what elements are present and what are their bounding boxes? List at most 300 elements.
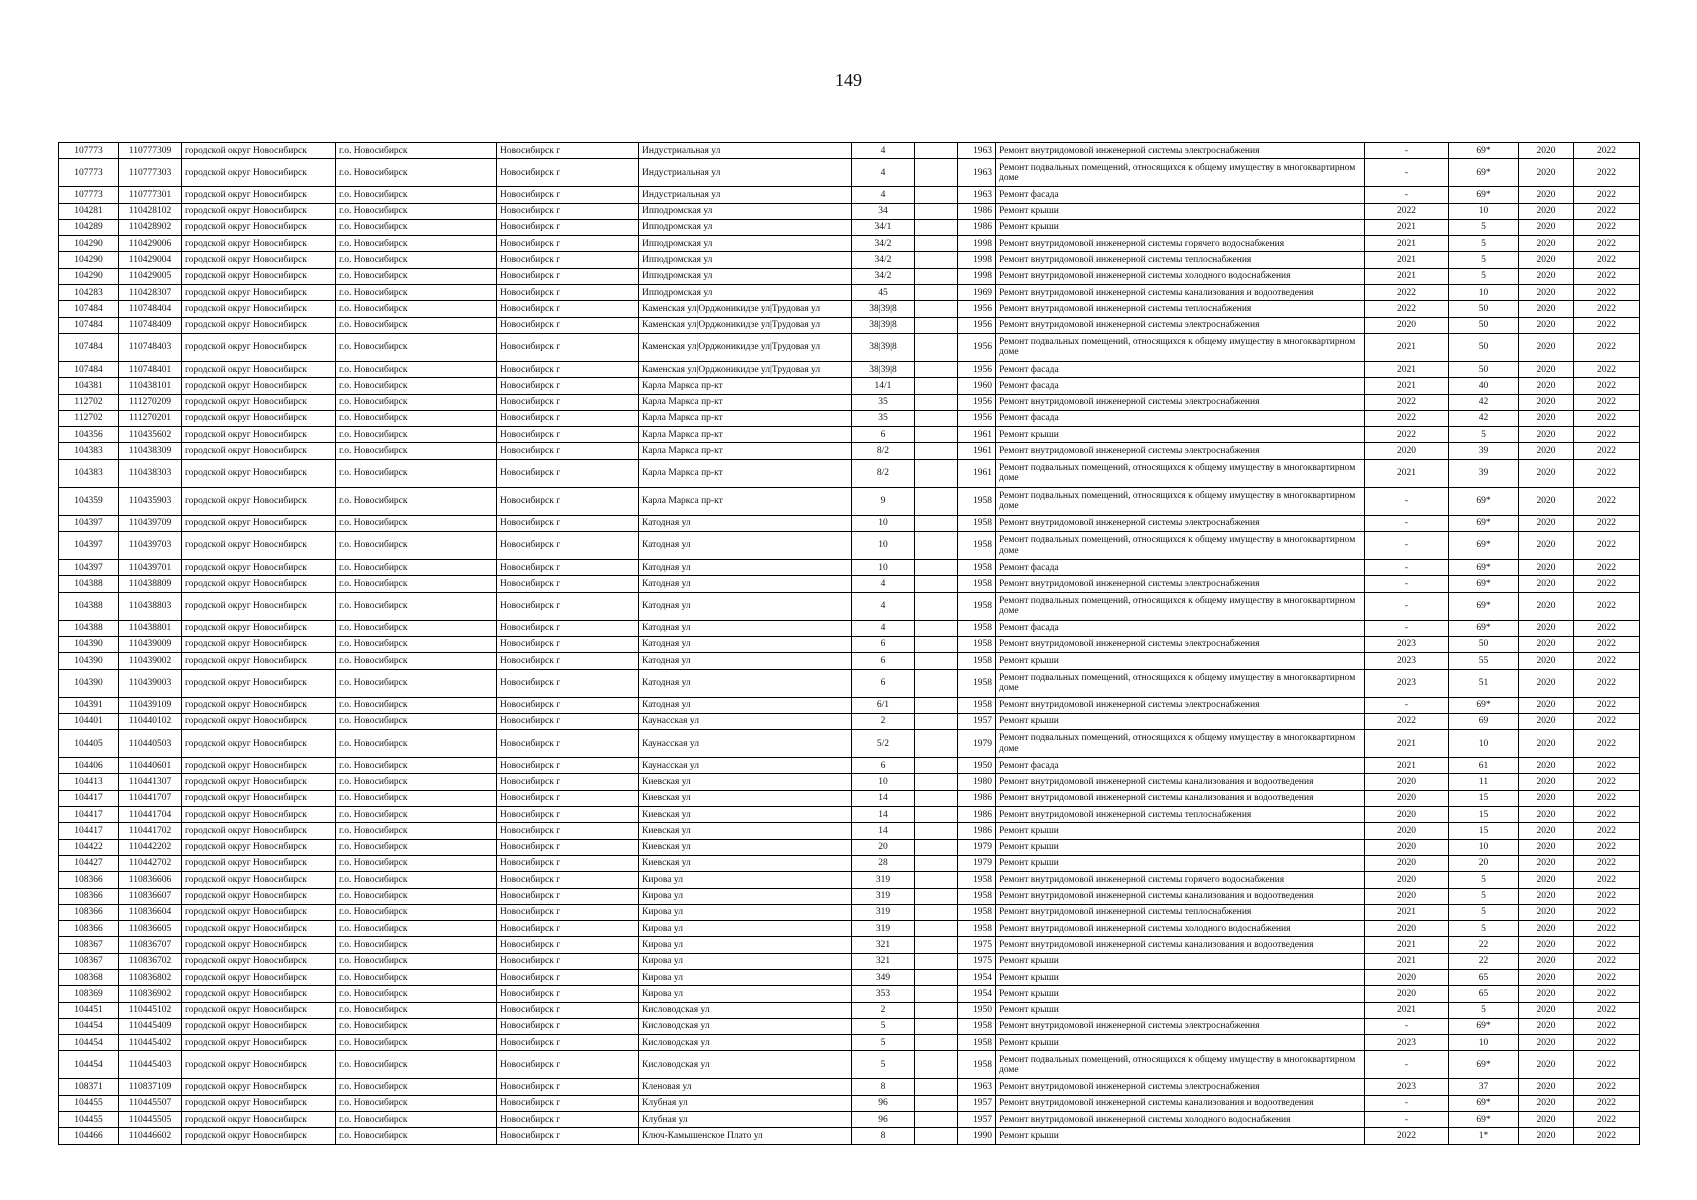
cell-work-type: Ремонт подвальных помещений, относящихся к общему имуществу в многоквартирном доме — [996, 159, 1365, 187]
cell-wear-percent: 37 — [1449, 1079, 1519, 1095]
cell-period-start: 2020 — [1519, 1002, 1574, 1018]
cell-period-start: 2020 — [1519, 301, 1574, 317]
table-row — [59, 203, 1640, 219]
cell-municipal-district: городской округ Новосибирск — [182, 333, 336, 361]
cell-build-year: 1980 — [958, 774, 996, 790]
cell-planned-year: 2021 — [1365, 268, 1449, 284]
cell-wear-percent: 15 — [1449, 807, 1519, 823]
cell-locality: Новосибирск г — [497, 774, 639, 790]
cell-house-number: 6 — [852, 669, 915, 697]
cell-building — [915, 620, 958, 636]
cell-locality: Новосибирск г — [497, 839, 639, 855]
cell-element-id: 110428902 — [119, 219, 182, 235]
cell-planned-year: 2020 — [1365, 888, 1449, 904]
cell-build-year: 1975 — [958, 953, 996, 969]
cell-house-id: 104405 — [59, 730, 119, 758]
cell-street: Катодная ул — [639, 532, 852, 560]
cell-house-number: 319 — [852, 904, 915, 920]
cell-work-type: Ремонт крыши — [996, 713, 1365, 729]
cell-period-end: 2022 — [1574, 969, 1640, 985]
cell-municipal-formation: г.о. Новосибирск — [336, 268, 497, 284]
cell-municipal-district: городской округ Новосибирск — [182, 921, 336, 937]
cell-element-id: 110439109 — [119, 697, 182, 713]
cell-work-type: Ремонт фасада — [996, 378, 1365, 394]
cell-build-year: 1986 — [958, 203, 996, 219]
cell-wear-percent: 10 — [1449, 285, 1519, 301]
cell-period-end: 2022 — [1574, 560, 1640, 576]
cell-municipal-district: городской округ Новосибирск — [182, 839, 336, 855]
cell-municipal-formation: г.о. Новосибирск — [336, 1051, 497, 1079]
cell-wear-percent: 69* — [1449, 620, 1519, 636]
cell-house-number: 96 — [852, 1095, 915, 1111]
cell-work-type: Ремонт внутридомовой инженерной системы электроснабжения — [996, 1018, 1365, 1034]
cell-municipal-district: городской округ Новосибирск — [182, 219, 336, 235]
cell-planned-year: 2021 — [1365, 378, 1449, 394]
cell-element-id: 110439003 — [119, 669, 182, 697]
cell-build-year: 1950 — [958, 1002, 996, 1018]
cell-period-start: 2020 — [1519, 515, 1574, 531]
cell-period-end: 2022 — [1574, 333, 1640, 361]
cell-period-end: 2022 — [1574, 459, 1640, 487]
cell-work-type: Ремонт крыши — [996, 855, 1365, 871]
cell-element-id: 110445402 — [119, 1035, 182, 1051]
cell-build-year: 1958 — [958, 1051, 996, 1079]
cell-municipal-formation: г.о. Новосибирск — [336, 921, 497, 937]
cell-house-number: 8/2 — [852, 459, 915, 487]
cell-municipal-district: городской округ Новосибирск — [182, 888, 336, 904]
cell-period-end: 2022 — [1574, 203, 1640, 219]
cell-municipal-formation: г.о. Новосибирск — [336, 653, 497, 669]
cell-locality: Новосибирск г — [497, 888, 639, 904]
cell-municipal-formation: г.о. Новосибирск — [336, 560, 497, 576]
cell-build-year: 1958 — [958, 904, 996, 920]
cell-house-number: 38|39|8 — [852, 301, 915, 317]
cell-municipal-formation: г.о. Новосибирск — [336, 986, 497, 1002]
cell-element-id: 110438809 — [119, 576, 182, 592]
cell-period-end: 2022 — [1574, 713, 1640, 729]
cell-wear-percent: 69* — [1449, 560, 1519, 576]
cell-house-number: 321 — [852, 937, 915, 953]
cell-building — [915, 187, 958, 203]
cell-work-type: Ремонт внутридомовой инженерной системы холодного водоснабжения — [996, 1112, 1365, 1128]
table-row — [59, 872, 1640, 888]
cell-build-year: 1960 — [958, 378, 996, 394]
cell-locality: Новосибирск г — [497, 394, 639, 410]
table-row — [59, 1095, 1640, 1111]
cell-period-end: 2022 — [1574, 143, 1640, 159]
cell-period-start: 2020 — [1519, 669, 1574, 697]
cell-house-id: 108367 — [59, 953, 119, 969]
cell-wear-percent: 61 — [1449, 758, 1519, 774]
cell-house-number: 14 — [852, 823, 915, 839]
cell-element-id: 110438309 — [119, 443, 182, 459]
cell-street: Кирова ул — [639, 872, 852, 888]
cell-element-id: 110440102 — [119, 713, 182, 729]
cell-municipal-district: городской округ Новосибирск — [182, 872, 336, 888]
cell-period-start: 2020 — [1519, 532, 1574, 560]
cell-house-id: 104406 — [59, 758, 119, 774]
cell-build-year: 1958 — [958, 515, 996, 531]
cell-street: Кисловодская ул — [639, 1002, 852, 1018]
cell-building — [915, 697, 958, 713]
cell-planned-year: 2022 — [1365, 203, 1449, 219]
cell-street: Киевская ул — [639, 855, 852, 871]
cell-municipal-district: городской округ Новосибирск — [182, 592, 336, 620]
cell-period-end: 2022 — [1574, 669, 1640, 697]
cell-street: Кирова ул — [639, 937, 852, 953]
cell-street: Катодная ул — [639, 515, 852, 531]
cell-period-end: 2022 — [1574, 1051, 1640, 1079]
cell-building — [915, 378, 958, 394]
cell-building — [915, 636, 958, 652]
table-row — [59, 333, 1640, 361]
cell-house-number: 8/2 — [852, 443, 915, 459]
cell-period-start: 2020 — [1519, 969, 1574, 985]
cell-period-end: 2022 — [1574, 592, 1640, 620]
cell-work-type: Ремонт крыши — [996, 953, 1365, 969]
cell-work-type: Ремонт внутридомовой инженерной системы канализования и водоотведения — [996, 285, 1365, 301]
cell-building — [915, 560, 958, 576]
cell-work-type: Ремонт крыши — [996, 219, 1365, 235]
cell-work-type: Ремонт внутридомовой инженерной системы теплоснабжения — [996, 904, 1365, 920]
cell-period-end: 2022 — [1574, 888, 1640, 904]
cell-build-year: 1986 — [958, 790, 996, 806]
cell-locality: Новосибирск г — [497, 252, 639, 268]
cell-municipal-formation: г.о. Новосибирск — [336, 1095, 497, 1111]
cell-building — [915, 268, 958, 284]
cell-street: Каунасская ул — [639, 730, 852, 758]
cell-municipal-district: городской округ Новосибирск — [182, 653, 336, 669]
cell-house-id: 104397 — [59, 560, 119, 576]
cell-locality: Новосибирск г — [497, 1018, 639, 1034]
cell-building — [915, 576, 958, 592]
cell-municipal-district: городской округ Новосибирск — [182, 713, 336, 729]
cell-period-start: 2020 — [1519, 219, 1574, 235]
cell-element-id: 110441707 — [119, 790, 182, 806]
cell-street: Ипподромская ул — [639, 203, 852, 219]
cell-period-end: 2022 — [1574, 1002, 1640, 1018]
cell-planned-year: 2020 — [1365, 317, 1449, 333]
cell-building — [915, 427, 958, 443]
cell-municipal-district: городской округ Новосибирск — [182, 1051, 336, 1079]
cell-element-id: 110445403 — [119, 1051, 182, 1079]
cell-element-id: 110445507 — [119, 1095, 182, 1111]
cell-period-end: 2022 — [1574, 653, 1640, 669]
cell-locality: Новосибирск г — [497, 592, 639, 620]
table-row — [59, 807, 1640, 823]
cell-house-id: 104390 — [59, 669, 119, 697]
cell-period-end: 2022 — [1574, 1079, 1640, 1095]
cell-period-end: 2022 — [1574, 532, 1640, 560]
cell-wear-percent: 69* — [1449, 159, 1519, 187]
cell-house-id: 104391 — [59, 697, 119, 713]
cell-municipal-district: городской округ Новосибирск — [182, 459, 336, 487]
cell-period-end: 2022 — [1574, 839, 1640, 855]
cell-element-id: 110748409 — [119, 317, 182, 333]
cell-planned-year: - — [1365, 1018, 1449, 1034]
cell-build-year: 1956 — [958, 333, 996, 361]
cell-house-number: 34/2 — [852, 252, 915, 268]
cell-street: Катодная ул — [639, 697, 852, 713]
cell-house-id: 104381 — [59, 378, 119, 394]
cell-municipal-district: городской округ Новосибирск — [182, 1018, 336, 1034]
table-row — [59, 774, 1640, 790]
cell-period-end: 2022 — [1574, 487, 1640, 515]
cell-build-year: 1958 — [958, 888, 996, 904]
cell-period-start: 2020 — [1519, 427, 1574, 443]
cell-period-start: 2020 — [1519, 159, 1574, 187]
cell-locality: Новосибирск г — [497, 333, 639, 361]
cell-municipal-district: городской округ Новосибирск — [182, 697, 336, 713]
cell-build-year: 1958 — [958, 487, 996, 515]
cell-house-number: 5 — [852, 1051, 915, 1079]
cell-element-id: 110440601 — [119, 758, 182, 774]
cell-street: Карла Маркса пр-кт — [639, 443, 852, 459]
cell-wear-percent: 55 — [1449, 653, 1519, 669]
cell-building — [915, 790, 958, 806]
cell-house-number: 4 — [852, 620, 915, 636]
cell-build-year: 1986 — [958, 807, 996, 823]
cell-municipal-formation: г.о. Новосибирск — [336, 394, 497, 410]
cell-work-type: Ремонт крыши — [996, 1035, 1365, 1051]
cell-build-year: 1963 — [958, 143, 996, 159]
cell-period-end: 2022 — [1574, 236, 1640, 252]
cell-build-year: 1956 — [958, 301, 996, 317]
cell-house-id: 104283 — [59, 285, 119, 301]
cell-element-id: 111270201 — [119, 410, 182, 426]
cell-wear-percent: 22 — [1449, 937, 1519, 953]
cell-element-id: 110441704 — [119, 807, 182, 823]
cell-work-type: Ремонт фасада — [996, 410, 1365, 426]
cell-locality: Новосибирск г — [497, 986, 639, 1002]
cell-work-type: Ремонт крыши — [996, 986, 1365, 1002]
cell-locality: Новосибирск г — [497, 669, 639, 697]
cell-municipal-district: городской округ Новосибирск — [182, 758, 336, 774]
cell-build-year: 1969 — [958, 285, 996, 301]
cell-period-start: 2020 — [1519, 790, 1574, 806]
cell-wear-percent: 39 — [1449, 459, 1519, 487]
cell-period-end: 2022 — [1574, 807, 1640, 823]
cell-municipal-district: городской округ Новосибирск — [182, 361, 336, 377]
cell-municipal-district: городской округ Новосибирск — [182, 560, 336, 576]
cell-locality: Новосибирск г — [497, 443, 639, 459]
cell-house-id: 104413 — [59, 774, 119, 790]
cell-element-id: 110836605 — [119, 921, 182, 937]
cell-work-type: Ремонт крыши — [996, 969, 1365, 985]
cell-building — [915, 904, 958, 920]
cell-street: Киевская ул — [639, 790, 852, 806]
cell-element-id: 110429006 — [119, 236, 182, 252]
cell-municipal-district: городской округ Новосибирск — [182, 236, 336, 252]
cell-building — [915, 443, 958, 459]
cell-municipal-district: городской округ Новосибирск — [182, 378, 336, 394]
cell-house-number: 38|39|8 — [852, 333, 915, 361]
cell-house-id: 107484 — [59, 361, 119, 377]
cell-planned-year: 2020 — [1365, 443, 1449, 459]
cell-planned-year: 2023 — [1365, 1035, 1449, 1051]
cell-wear-percent: 5 — [1449, 872, 1519, 888]
cell-house-number: 6 — [852, 636, 915, 652]
cell-municipal-formation: г.о. Новосибирск — [336, 301, 497, 317]
cell-street: Ипподромская ул — [639, 285, 852, 301]
cell-wear-percent: 5 — [1449, 427, 1519, 443]
cell-wear-percent: 22 — [1449, 953, 1519, 969]
cell-work-type: Ремонт крыши — [996, 839, 1365, 855]
cell-house-number: 5 — [852, 1018, 915, 1034]
cell-work-type: Ремонт подвальных помещений, относящихся к общему имуществу в многоквартирном доме — [996, 592, 1365, 620]
cell-element-id: 110748404 — [119, 301, 182, 317]
cell-municipal-formation: г.о. Новосибирск — [336, 1112, 497, 1128]
cell-period-end: 2022 — [1574, 252, 1640, 268]
cell-building — [915, 1079, 958, 1095]
cell-period-start: 2020 — [1519, 620, 1574, 636]
cell-period-end: 2022 — [1574, 872, 1640, 888]
cell-municipal-formation: г.о. Новосибирск — [336, 317, 497, 333]
cell-period-end: 2022 — [1574, 937, 1640, 953]
cell-house-number: 9 — [852, 487, 915, 515]
cell-period-start: 2020 — [1519, 560, 1574, 576]
cell-build-year: 1958 — [958, 620, 996, 636]
cell-building — [915, 937, 958, 953]
cell-planned-year: - — [1365, 560, 1449, 576]
cell-wear-percent: 5 — [1449, 268, 1519, 284]
cell-work-type: Ремонт внутридомовой инженерной системы теплоснабжения — [996, 301, 1365, 317]
cell-planned-year: - — [1365, 143, 1449, 159]
cell-street: Кисловодская ул — [639, 1035, 852, 1051]
cell-work-type: Ремонт подвальных помещений, относящихся к общему имуществу в многоквартирном доме — [996, 532, 1365, 560]
cell-element-id: 110435602 — [119, 427, 182, 443]
cell-locality: Новосибирск г — [497, 301, 639, 317]
cell-element-id: 110777301 — [119, 187, 182, 203]
cell-house-id: 107484 — [59, 333, 119, 361]
cell-period-start: 2020 — [1519, 872, 1574, 888]
cell-work-type: Ремонт подвальных помещений, относящихся к общему имуществу в многоквартирном доме — [996, 730, 1365, 758]
cell-period-start: 2020 — [1519, 410, 1574, 426]
table-row — [59, 713, 1640, 729]
cell-locality: Новосибирск г — [497, 159, 639, 187]
cell-municipal-formation: г.о. Новосибирск — [336, 839, 497, 855]
cell-element-id: 110748403 — [119, 333, 182, 361]
cell-planned-year: - — [1365, 697, 1449, 713]
cell-municipal-district: городской округ Новосибирск — [182, 1035, 336, 1051]
cell-element-id: 110439701 — [119, 560, 182, 576]
cell-planned-year: 2021 — [1365, 219, 1449, 235]
cell-planned-year: 2020 — [1365, 839, 1449, 855]
cell-building — [915, 1112, 958, 1128]
capital-repair-table — [58, 142, 1640, 1145]
cell-municipal-formation: г.о. Новосибирск — [336, 620, 497, 636]
cell-wear-percent: 69* — [1449, 592, 1519, 620]
cell-element-id: 110438803 — [119, 592, 182, 620]
table-row — [59, 1079, 1640, 1095]
cell-work-type: Ремонт внутридомовой инженерной системы канализования и водоотведения — [996, 937, 1365, 953]
cell-locality: Новосибирск г — [497, 953, 639, 969]
cell-planned-year: 2023 — [1365, 1079, 1449, 1095]
cell-locality: Новосибирск г — [497, 904, 639, 920]
table-row — [59, 443, 1640, 459]
cell-building — [915, 394, 958, 410]
cell-street: Индустриальная ул — [639, 159, 852, 187]
cell-planned-year: 2021 — [1365, 904, 1449, 920]
cell-element-id: 110836702 — [119, 953, 182, 969]
cell-period-end: 2022 — [1574, 1095, 1640, 1111]
cell-build-year: 1957 — [958, 1095, 996, 1111]
cell-wear-percent: 65 — [1449, 986, 1519, 1002]
table-row — [59, 378, 1640, 394]
cell-element-id: 110439709 — [119, 515, 182, 531]
table-row — [59, 969, 1640, 985]
cell-house-id: 104422 — [59, 839, 119, 855]
cell-element-id: 110777309 — [119, 143, 182, 159]
cell-work-type: Ремонт внутридомовой инженерной системы горячего водоснабжения — [996, 872, 1365, 888]
cell-element-id: 111270209 — [119, 394, 182, 410]
table-row — [59, 268, 1640, 284]
cell-municipal-formation: г.о. Новосибирск — [336, 532, 497, 560]
cell-building — [915, 839, 958, 855]
cell-locality: Новосибирск г — [497, 620, 639, 636]
cell-period-end: 2022 — [1574, 443, 1640, 459]
table-row — [59, 143, 1640, 159]
cell-house-id: 108366 — [59, 904, 119, 920]
cell-planned-year: 2022 — [1365, 1128, 1449, 1144]
cell-street: Кирова ул — [639, 888, 852, 904]
cell-municipal-formation: г.о. Новосибирск — [336, 872, 497, 888]
cell-period-end: 2022 — [1574, 219, 1640, 235]
cell-period-end: 2022 — [1574, 361, 1640, 377]
table-row — [59, 410, 1640, 426]
cell-wear-percent: 1* — [1449, 1128, 1519, 1144]
cell-wear-percent: 50 — [1449, 301, 1519, 317]
table-row — [59, 620, 1640, 636]
cell-street: Катодная ул — [639, 560, 852, 576]
cell-house-id: 108366 — [59, 872, 119, 888]
cell-locality: Новосибирск г — [497, 361, 639, 377]
cell-wear-percent: 50 — [1449, 317, 1519, 333]
table-row — [59, 636, 1640, 652]
cell-wear-percent: 10 — [1449, 203, 1519, 219]
cell-municipal-formation: г.о. Новосибирск — [336, 855, 497, 871]
cell-period-start: 2020 — [1519, 904, 1574, 920]
cell-period-start: 2020 — [1519, 268, 1574, 284]
cell-municipal-formation: г.о. Новосибирск — [336, 592, 497, 620]
cell-house-id: 104281 — [59, 203, 119, 219]
cell-house-id: 104290 — [59, 252, 119, 268]
cell-street: Ключ-Камышенское Плато ул — [639, 1128, 852, 1144]
cell-building — [915, 855, 958, 871]
cell-period-start: 2020 — [1519, 378, 1574, 394]
cell-build-year: 1958 — [958, 669, 996, 697]
cell-locality: Новосибирск г — [497, 872, 639, 888]
cell-municipal-district: городской округ Новосибирск — [182, 443, 336, 459]
cell-wear-percent: 5 — [1449, 252, 1519, 268]
cell-build-year: 1958 — [958, 636, 996, 652]
cell-element-id: 110442202 — [119, 839, 182, 855]
cell-municipal-formation: г.о. Новосибирск — [336, 378, 497, 394]
cell-municipal-district: городской округ Новосибирск — [182, 669, 336, 697]
cell-build-year: 1998 — [958, 252, 996, 268]
cell-house-id: 104466 — [59, 1128, 119, 1144]
cell-building — [915, 986, 958, 1002]
cell-planned-year: - — [1365, 532, 1449, 560]
cell-wear-percent: 69* — [1449, 1095, 1519, 1111]
cell-house-number: 8 — [852, 1128, 915, 1144]
cell-build-year: 1963 — [958, 1079, 996, 1095]
cell-locality: Новосибирск г — [497, 219, 639, 235]
cell-house-id: 104388 — [59, 620, 119, 636]
cell-house-number: 349 — [852, 969, 915, 985]
cell-wear-percent: 5 — [1449, 1002, 1519, 1018]
table-row — [59, 252, 1640, 268]
